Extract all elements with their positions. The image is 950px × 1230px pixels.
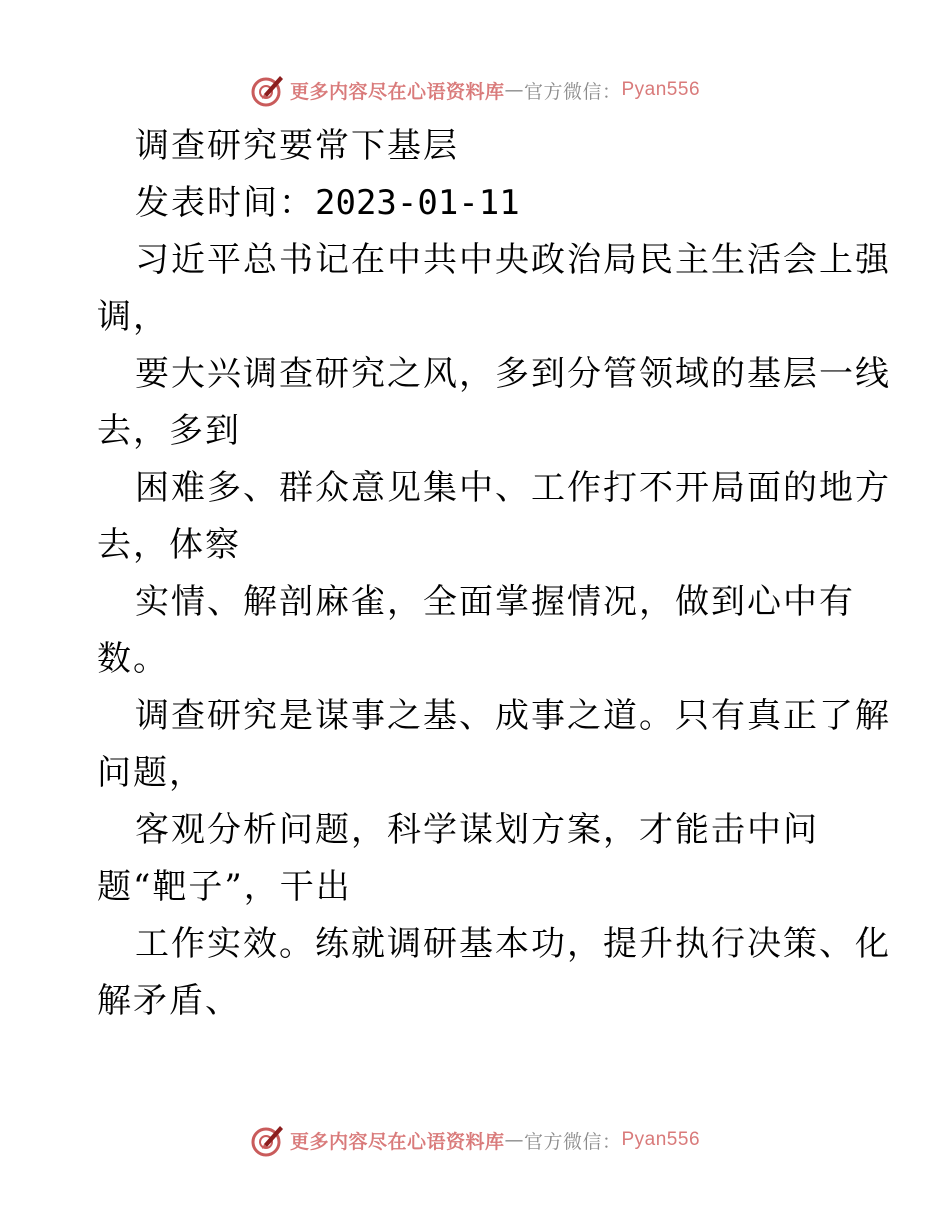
text-line: 题“靶子”，干出: [97, 867, 352, 907]
watermark-wechat-id: Pyan556: [621, 79, 701, 100]
text-line: 工作实效。练就调研基本功，提升执行决策、化: [135, 924, 891, 964]
text-line: 困难多、群众意见集中、工作打不开局面的地方: [135, 468, 891, 508]
text-line: 去，多到: [97, 411, 241, 451]
pen-logo-icon: [250, 1122, 286, 1158]
footer-watermark: [0, 1120, 950, 1160]
text-line: 实情、解剖麻雀，全面掌握情况，做到心中有: [135, 582, 855, 622]
watermark-main-text: 更多内容尽在心语资料库: [289, 80, 505, 103]
watermark-main-text: 更多内容尽在心语资料库: [289, 1130, 505, 1153]
text-line: 要大兴调查研究之风，多到分管领域的基层一线: [135, 354, 891, 394]
publish-date-value: 2023-01-11: [315, 183, 520, 223]
text-line: 数。: [97, 639, 169, 679]
pen-logo-icon: [250, 72, 286, 108]
publish-date-label: 发表时间：: [135, 183, 315, 223]
publish-date: [97, 175, 867, 232]
document-body: [97, 118, 891, 1030]
watermark-label: 官方微信：: [523, 80, 622, 103]
watermark-separator: —: [504, 79, 524, 101]
text-line: 调查研究是谋事之基、成事之道。只有真正了解: [135, 696, 891, 736]
text-line: 调，: [97, 297, 169, 337]
text-line: 去，体察: [97, 525, 241, 565]
watermark-separator: —: [504, 1129, 524, 1151]
text-line: 问题，: [97, 753, 205, 793]
text-line: 客观分析问题，科学谋划方案，才能击中问: [135, 810, 819, 850]
paragraph-lines: [97, 232, 891, 1030]
text-line: 习近平总书记在中共中央政治局民主生活会上强: [135, 240, 891, 280]
text-line: 解矛盾、: [97, 981, 241, 1021]
header-watermark: [0, 70, 950, 110]
watermark-label: 官方微信：: [523, 1130, 622, 1153]
document-title: 调查研究要常下基层: [135, 126, 459, 166]
watermark-wechat-id: Pyan556: [621, 1129, 701, 1150]
